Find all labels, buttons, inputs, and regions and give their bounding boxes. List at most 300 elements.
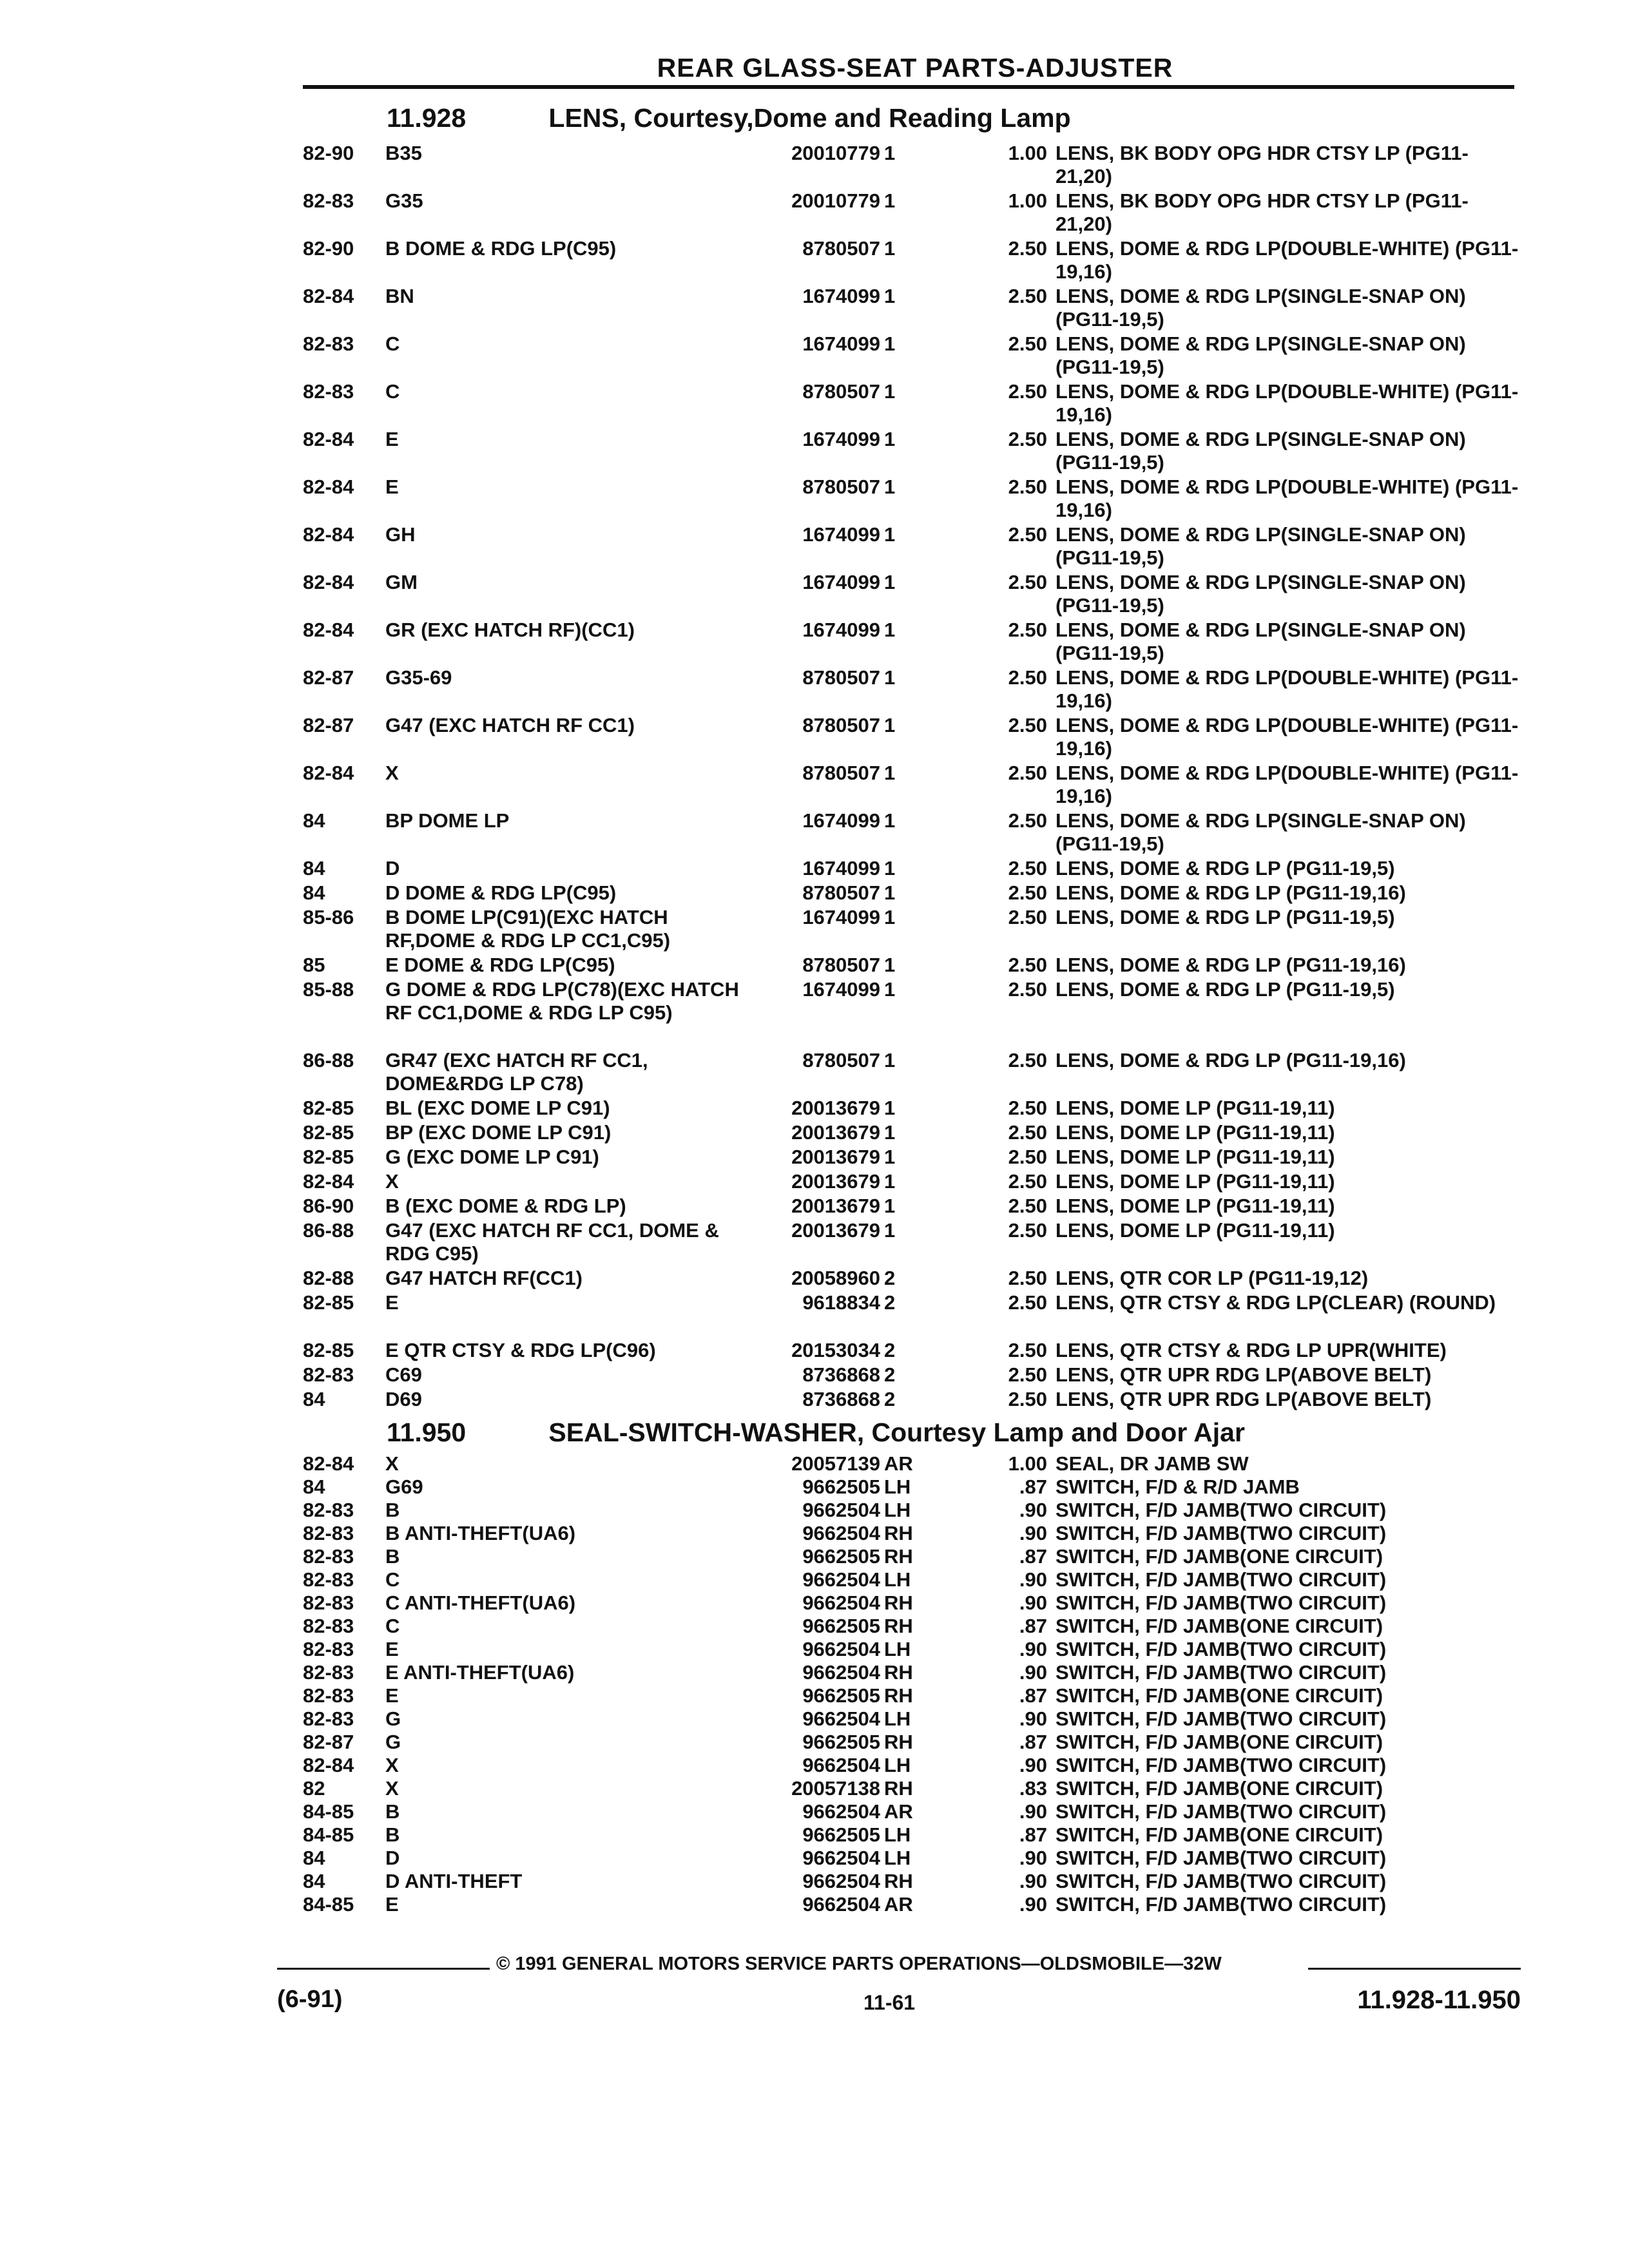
quantity: 1 <box>884 906 896 928</box>
price: 2.50 <box>1008 954 1047 976</box>
part-number: 9662504 <box>802 1591 880 1614</box>
model-code: GR47 (EXC HATCH RF CC1, DOME&RDG LP C78) <box>385 1049 648 1095</box>
quantity: 2 <box>884 1267 896 1289</box>
table-row <box>0 285 1629 332</box>
price: 2.50 <box>1008 1219 1047 1242</box>
model-year: 82-83 <box>303 1638 354 1660</box>
quantity: 1 <box>884 1097 896 1119</box>
description: SWITCH, F/D JAMB(TWO CIRCUIT) <box>1055 1847 1387 1869</box>
quantity: RH <box>884 1522 913 1544</box>
section-number: 11.928 <box>387 103 467 133</box>
description: LENS, BK BODY OPG HDR CTSY LP (PG11-21,20) <box>1055 142 1469 187</box>
model-year: 82-87 <box>303 1731 354 1753</box>
part-number: 8780507 <box>802 714 880 736</box>
part-number: 9662504 <box>802 1893 880 1916</box>
price: .87 <box>1019 1545 1047 1568</box>
model-code: B35 <box>385 142 422 164</box>
model-code: GR (EXC HATCH RF)(CC1) <box>385 619 635 641</box>
model-code: BL (EXC DOME LP C91) <box>385 1097 610 1119</box>
part-number: 1674099 <box>802 523 880 546</box>
part-number: 9662504 <box>802 1847 880 1869</box>
quantity: 1 <box>884 142 896 164</box>
part-number: 1674099 <box>802 809 880 832</box>
model-code: E <box>385 1893 399 1916</box>
price: .87 <box>1019 1823 1047 1846</box>
part-number: 1674099 <box>802 619 880 641</box>
model-year: 82-84 <box>303 1452 354 1475</box>
quantity: 1 <box>884 237 896 260</box>
model-code: C ANTI-THEFT(UA6) <box>385 1591 576 1614</box>
quantity: 1 <box>884 1170 896 1193</box>
table-row <box>0 857 1629 881</box>
part-number: 20010779 <box>791 189 880 212</box>
part-number: 8780507 <box>802 762 880 784</box>
quantity: 1 <box>884 881 896 904</box>
quantity: 1 <box>884 476 896 498</box>
model-code: B <box>385 1800 400 1823</box>
price: 2.50 <box>1008 978 1047 1001</box>
quantity: AR <box>884 1800 913 1823</box>
table-row <box>0 1545 1629 1568</box>
page-header: REAR GLASS-SEAT PARTS-ADJUSTER <box>657 53 1173 82</box>
description: SWITCH, F/D JAMB(TWO CIRCUIT) <box>1055 1707 1387 1730</box>
model-code: E <box>385 1638 399 1660</box>
price: .87 <box>1019 1475 1047 1498</box>
price: .87 <box>1019 1684 1047 1707</box>
table-row <box>0 571 1629 619</box>
description: LENS, QTR UPR RDG LP(ABOVE BELT) <box>1055 1388 1432 1410</box>
description: SWITCH, F/D JAMB(TWO CIRCUIT) <box>1055 1591 1387 1614</box>
table-row <box>0 1754 1629 1777</box>
price: 2.50 <box>1008 1170 1047 1193</box>
table-row <box>0 1195 1629 1219</box>
quantity: 2 <box>884 1291 896 1314</box>
model-code: E <box>385 476 399 498</box>
model-code: D <box>385 857 400 879</box>
model-year: 82-84 <box>303 476 354 498</box>
quantity: RH <box>884 1684 913 1707</box>
model-code: C <box>385 332 400 355</box>
model-code: E <box>385 1684 399 1707</box>
model-year: 82-84 <box>303 523 354 546</box>
description: LENS, DOME LP (PG11-19,11) <box>1055 1219 1335 1242</box>
model-year: 86-90 <box>303 1195 354 1217</box>
model-year: 82-83 <box>303 1522 354 1544</box>
model-code: B DOME LP(C91)(EXC HATCH RF,DOME & RDG LP CC1,C95) <box>385 906 671 952</box>
model-code: G69 <box>385 1475 423 1498</box>
model-code: BP DOME LP <box>385 809 510 832</box>
table-row <box>0 1870 1629 1893</box>
table-row <box>0 1847 1629 1870</box>
table-row <box>0 1707 1629 1731</box>
part-number: 8780507 <box>802 954 880 976</box>
table-row <box>0 1800 1629 1823</box>
quantity: RH <box>884 1870 913 1892</box>
description: LENS, DOME LP (PG11-19,11) <box>1055 1121 1335 1144</box>
description: LENS, DOME & RDG LP(SINGLE-SNAP ON) (PG11-19,5) <box>1055 619 1466 664</box>
price: 2.50 <box>1008 1388 1047 1410</box>
price: 1.00 <box>1008 142 1047 164</box>
quantity: 1 <box>884 285 896 307</box>
model-code: G35-69 <box>385 666 452 689</box>
description: LENS, QTR CTSY & RDG LP UPR(WHITE) <box>1055 1339 1447 1361</box>
price: .90 <box>1019 1638 1047 1660</box>
quantity: 1 <box>884 714 896 736</box>
model-year: 82-84 <box>303 1754 354 1776</box>
quantity: LH <box>884 1823 911 1846</box>
description: LENS, DOME & RDG LP (PG11-19,16) <box>1055 1049 1406 1072</box>
model-code: G <box>385 1707 401 1730</box>
model-year: 86-88 <box>303 1049 354 1072</box>
quantity: LH <box>884 1707 911 1730</box>
price: 2.50 <box>1008 1146 1047 1168</box>
table-row <box>0 189 1629 237</box>
table-row <box>0 1777 1629 1800</box>
part-number: 9662504 <box>802 1870 880 1892</box>
part-number: 20013679 <box>791 1195 880 1217</box>
table-row <box>0 428 1629 476</box>
model-code: BN <box>385 285 414 307</box>
part-number: 20058960 <box>791 1267 880 1289</box>
part-number: 9662504 <box>802 1522 880 1544</box>
model-code: BP (EXC DOME LP C91) <box>385 1121 612 1144</box>
description: LENS, DOME & RDG LP(DOUBLE-WHITE) (PG11-19,16) <box>1055 476 1519 521</box>
model-year: 84-85 <box>303 1800 354 1823</box>
description: LENS, DOME & RDG LP(DOUBLE-WHITE) (PG11-19,16) <box>1055 714 1519 760</box>
model-year: 84-85 <box>303 1823 354 1846</box>
price: .90 <box>1019 1591 1047 1614</box>
price: .90 <box>1019 1522 1047 1544</box>
description: SWITCH, F/D JAMB(TWO CIRCUIT) <box>1055 1870 1387 1892</box>
description: SWITCH, F/D JAMB(TWO CIRCUIT) <box>1055 1754 1387 1776</box>
part-number: 9662504 <box>802 1638 880 1660</box>
part-number: 9662505 <box>802 1545 880 1568</box>
part-number: 9662504 <box>802 1661 880 1684</box>
quantity: AR <box>884 1893 913 1916</box>
model-code: C <box>385 1615 400 1637</box>
model-year: 82-85 <box>303 1146 354 1168</box>
quantity: AR <box>884 1452 913 1475</box>
description: LENS, DOME LP (PG11-19,11) <box>1055 1146 1335 1168</box>
price: 1.00 <box>1008 189 1047 212</box>
table-row <box>0 380 1629 428</box>
table-row <box>0 1267 1629 1291</box>
part-number: 9662504 <box>802 1754 880 1776</box>
model-code: GH <box>385 523 416 546</box>
table-row <box>0 523 1629 571</box>
price: 2.50 <box>1008 1339 1047 1361</box>
price: 2.50 <box>1008 1267 1047 1289</box>
description: LENS, DOME LP (PG11-19,11) <box>1055 1097 1335 1119</box>
model-year: 84 <box>303 1847 325 1869</box>
table-row <box>0 1638 1629 1661</box>
description: SWITCH, F/D JAMB(ONE CIRCUIT) <box>1055 1615 1383 1637</box>
part-number: 8780507 <box>802 380 880 403</box>
description: LENS, DOME & RDG LP (PG11-19,16) <box>1055 954 1406 976</box>
part-number: 1674099 <box>802 428 880 450</box>
model-year: 82-84 <box>303 428 354 450</box>
price: .83 <box>1019 1777 1047 1800</box>
section-title: SEAL-SWITCH-WASHER, Courtesy Lamp and Door Ajar <box>548 1418 1245 1447</box>
description: LENS, DOME & RDG LP(DOUBLE-WHITE) (PG11-19,16) <box>1055 762 1519 807</box>
table-row <box>0 1893 1629 1916</box>
model-year: 84 <box>303 1475 325 1498</box>
quantity: RH <box>884 1615 913 1637</box>
model-code: B <box>385 1545 400 1568</box>
footer-copyright: © 1991 GENERAL MOTORS SERVICE PARTS OPERATIONS—OLDSMOBILE—32W <box>496 1954 1222 1974</box>
description: LENS, DOME & RDG LP(DOUBLE-WHITE) (PG11-19,16) <box>1055 237 1519 283</box>
price: 2.50 <box>1008 762 1047 784</box>
quantity: 1 <box>884 619 896 641</box>
description: LENS, DOME & RDG LP(SINGLE-SNAP ON) (PG11-19,5) <box>1055 571 1466 617</box>
model-year: 85-88 <box>303 978 354 1001</box>
model-year: 82-83 <box>303 1661 354 1684</box>
price: .90 <box>1019 1568 1047 1591</box>
table-row <box>0 332 1629 380</box>
part-number: 1674099 <box>802 857 880 879</box>
table-row <box>0 1121 1629 1146</box>
price: 1.00 <box>1008 1452 1047 1475</box>
model-year: 82-83 <box>303 1591 354 1614</box>
description: LENS, DOME & RDG LP(SINGLE-SNAP ON) (PG11-19,5) <box>1055 809 1466 855</box>
price: 2.50 <box>1008 714 1047 736</box>
part-number: 9662504 <box>802 1707 880 1730</box>
model-code: D ANTI-THEFT <box>385 1870 523 1892</box>
quantity: LH <box>884 1847 911 1869</box>
model-year: 82-84 <box>303 1170 354 1193</box>
quantity: 1 <box>884 1195 896 1217</box>
price: 2.50 <box>1008 1121 1047 1144</box>
model-code: D <box>385 1847 400 1869</box>
table-row <box>0 1363 1629 1388</box>
table-row <box>0 1452 1629 1475</box>
model-code: X <box>385 762 399 784</box>
description: LENS, QTR COR LP (PG11-19,12) <box>1055 1267 1369 1289</box>
quantity: 1 <box>884 189 896 212</box>
quantity: LH <box>884 1499 911 1521</box>
price: 2.50 <box>1008 1195 1047 1217</box>
model-code: X <box>385 1170 399 1193</box>
quantity: RH <box>884 1661 913 1684</box>
description: LENS, DOME LP (PG11-19,11) <box>1055 1195 1335 1217</box>
section-number: 11.950 <box>387 1418 467 1447</box>
part-number: 9662505 <box>802 1615 880 1637</box>
description: SWITCH, F/D JAMB(ONE CIRCUIT) <box>1055 1731 1383 1753</box>
description: LENS, DOME & RDG LP(SINGLE-SNAP ON) (PG11-19,5) <box>1055 523 1466 569</box>
description: SWITCH, F/D JAMB(TWO CIRCUIT) <box>1055 1499 1387 1521</box>
part-number: 20013679 <box>791 1146 880 1168</box>
description: LENS, DOME & RDG LP (PG11-19,16) <box>1055 881 1406 904</box>
table-row <box>0 809 1629 857</box>
price: .90 <box>1019 1707 1047 1730</box>
part-number: 8780507 <box>802 476 880 498</box>
price: 2.50 <box>1008 523 1047 546</box>
description: LENS, QTR UPR RDG LP(ABOVE BELT) <box>1055 1363 1432 1386</box>
model-year: 82-84 <box>303 571 354 593</box>
table-row <box>0 1568 1629 1591</box>
price: .90 <box>1019 1800 1047 1823</box>
description: SWITCH, F/D JAMB(ONE CIRCUIT) <box>1055 1545 1383 1568</box>
table-row <box>0 1499 1629 1522</box>
table-row <box>0 1591 1629 1615</box>
quantity: 1 <box>884 666 896 689</box>
price: 2.50 <box>1008 1049 1047 1072</box>
model-code: E <box>385 428 399 450</box>
model-code: E QTR CTSY & RDG LP(C96) <box>385 1339 656 1361</box>
price: 2.50 <box>1008 428 1047 450</box>
description: LENS, DOME & RDG LP(SINGLE-SNAP ON) (PG11-19,5) <box>1055 285 1466 331</box>
model-code: C <box>385 380 400 403</box>
part-number: 9662505 <box>802 1475 880 1498</box>
description: LENS, DOME & RDG LP (PG11-19,5) <box>1055 906 1395 928</box>
header-rule <box>303 85 1514 89</box>
description: LENS, DOME & RDG LP (PG11-19,5) <box>1055 857 1395 879</box>
description: LENS, DOME & RDG LP(DOUBLE-WHITE) (PG11-19,16) <box>1055 380 1519 426</box>
model-code: D69 <box>385 1388 422 1410</box>
model-year: 84 <box>303 1388 325 1410</box>
part-number: 1674099 <box>802 978 880 1001</box>
part-number: 8780507 <box>802 237 880 260</box>
table-row <box>0 954 1629 978</box>
model-code: E <box>385 1291 399 1314</box>
model-year: 82-85 <box>303 1097 354 1119</box>
model-code: X <box>385 1777 399 1800</box>
table-row <box>0 1522 1629 1545</box>
table-row <box>0 762 1629 809</box>
table-row <box>0 142 1629 189</box>
price: 2.50 <box>1008 1363 1047 1386</box>
model-code: G47 (EXC HATCH RF CC1) <box>385 714 635 736</box>
description: SWITCH, F/D JAMB(TWO CIRCUIT) <box>1055 1522 1387 1544</box>
model-code: B <box>385 1823 400 1846</box>
price: .87 <box>1019 1615 1047 1637</box>
section-heading <box>387 1418 1245 1454</box>
description: LENS, DOME & RDG LP (PG11-19,5) <box>1055 978 1395 1001</box>
model-code: B (EXC DOME & RDG LP) <box>385 1195 626 1217</box>
part-number: 8780507 <box>802 881 880 904</box>
model-year: 82-87 <box>303 666 354 689</box>
model-year: 84-85 <box>303 1893 354 1916</box>
quantity: LH <box>884 1638 911 1660</box>
quantity: 1 <box>884 978 896 1001</box>
table-row <box>0 1615 1629 1638</box>
quantity: 1 <box>884 1121 896 1144</box>
price: 2.50 <box>1008 237 1047 260</box>
quantity: 2 <box>884 1388 896 1410</box>
model-year: 84 <box>303 809 325 832</box>
model-code: C <box>385 1568 400 1591</box>
model-year: 82-88 <box>303 1267 354 1289</box>
price: 2.50 <box>1008 809 1047 832</box>
description: SWITCH, F/D & R/D JAMB <box>1055 1475 1300 1498</box>
description: LENS, DOME & RDG LP(SINGLE-SNAP ON) (PG11-19,5) <box>1055 428 1466 474</box>
part-number: 1674099 <box>802 571 880 593</box>
model-code: B DOME & RDG LP(C95) <box>385 237 617 260</box>
table-row <box>0 1049 1629 1097</box>
table-row <box>0 1291 1629 1339</box>
footer-range: 11.928-11.950 <box>1357 1986 1521 2014</box>
table-row <box>0 476 1629 523</box>
part-number: 9662505 <box>802 1731 880 1753</box>
description: SWITCH, F/D JAMB(ONE CIRCUIT) <box>1055 1777 1383 1800</box>
part-number: 20057138 <box>791 1777 880 1800</box>
quantity: 1 <box>884 1146 896 1168</box>
section-title: LENS, Courtesy,Dome and Reading Lamp <box>548 103 1071 133</box>
footer-rule <box>277 1968 490 1970</box>
model-code: G (EXC DOME LP C91) <box>385 1146 599 1168</box>
price: .90 <box>1019 1893 1047 1916</box>
price: 2.50 <box>1008 857 1047 879</box>
quantity: 2 <box>884 1363 896 1386</box>
model-code: G35 <box>385 189 423 212</box>
table-row <box>0 1661 1629 1684</box>
quantity: 1 <box>884 428 896 450</box>
quantity: 1 <box>884 954 896 976</box>
model-year: 82-84 <box>303 285 354 307</box>
model-year: 84 <box>303 857 325 879</box>
quantity: LH <box>884 1475 911 1498</box>
table-row <box>0 1823 1629 1847</box>
model-year: 82-87 <box>303 714 354 736</box>
table-row <box>0 666 1629 714</box>
model-code: GM <box>385 571 418 593</box>
model-code: B <box>385 1499 400 1521</box>
description: LENS, BK BODY OPG HDR CTSY LP (PG11-21,20) <box>1055 189 1469 235</box>
price: .90 <box>1019 1754 1047 1776</box>
part-number: 20013679 <box>791 1097 880 1119</box>
model-year: 82-83 <box>303 332 354 355</box>
table-row <box>0 881 1629 906</box>
quantity: RH <box>884 1591 913 1614</box>
table-row <box>0 1388 1629 1412</box>
model-code: E ANTI-THEFT(UA6) <box>385 1661 575 1684</box>
model-year: 82-85 <box>303 1291 354 1314</box>
model-year: 82-85 <box>303 1339 354 1361</box>
model-code: E DOME & RDG LP(C95) <box>385 954 615 976</box>
model-year: 82-83 <box>303 1545 354 1568</box>
footer-rule <box>1308 1968 1521 1970</box>
price: 2.50 <box>1008 1291 1047 1314</box>
model-year: 82 <box>303 1777 325 1800</box>
model-year: 82-84 <box>303 762 354 784</box>
model-code: G <box>385 1731 401 1753</box>
model-code: X <box>385 1754 399 1776</box>
description: SWITCH, F/D JAMB(TWO CIRCUIT) <box>1055 1638 1387 1660</box>
quantity: RH <box>884 1731 913 1753</box>
model-year: 82-83 <box>303 189 354 212</box>
table-row <box>0 1170 1629 1195</box>
price: 2.50 <box>1008 571 1047 593</box>
part-number: 9662504 <box>802 1568 880 1591</box>
model-year: 82-90 <box>303 237 354 260</box>
table-row <box>0 714 1629 762</box>
part-number: 20013679 <box>791 1121 880 1144</box>
description: LENS, QTR CTSY & RDG LP(CLEAR) (ROUND) <box>1055 1291 1496 1314</box>
description: SWITCH, F/D JAMB(TWO CIRCUIT) <box>1055 1568 1387 1591</box>
table-row <box>0 1684 1629 1707</box>
quantity: LH <box>884 1754 911 1776</box>
part-number: 1674099 <box>802 906 880 928</box>
description: SWITCH, F/D JAMB(TWO CIRCUIT) <box>1055 1893 1387 1916</box>
part-number: 20013679 <box>791 1219 880 1242</box>
part-number: 20010779 <box>791 142 880 164</box>
model-year: 82-83 <box>303 1707 354 1730</box>
part-number: 9662505 <box>802 1823 880 1846</box>
price: 2.50 <box>1008 476 1047 498</box>
description: SWITCH, F/D JAMB(ONE CIRCUIT) <box>1055 1684 1383 1707</box>
description: SWITCH, F/D JAMB(TWO CIRCUIT) <box>1055 1800 1387 1823</box>
price: 2.50 <box>1008 285 1047 307</box>
